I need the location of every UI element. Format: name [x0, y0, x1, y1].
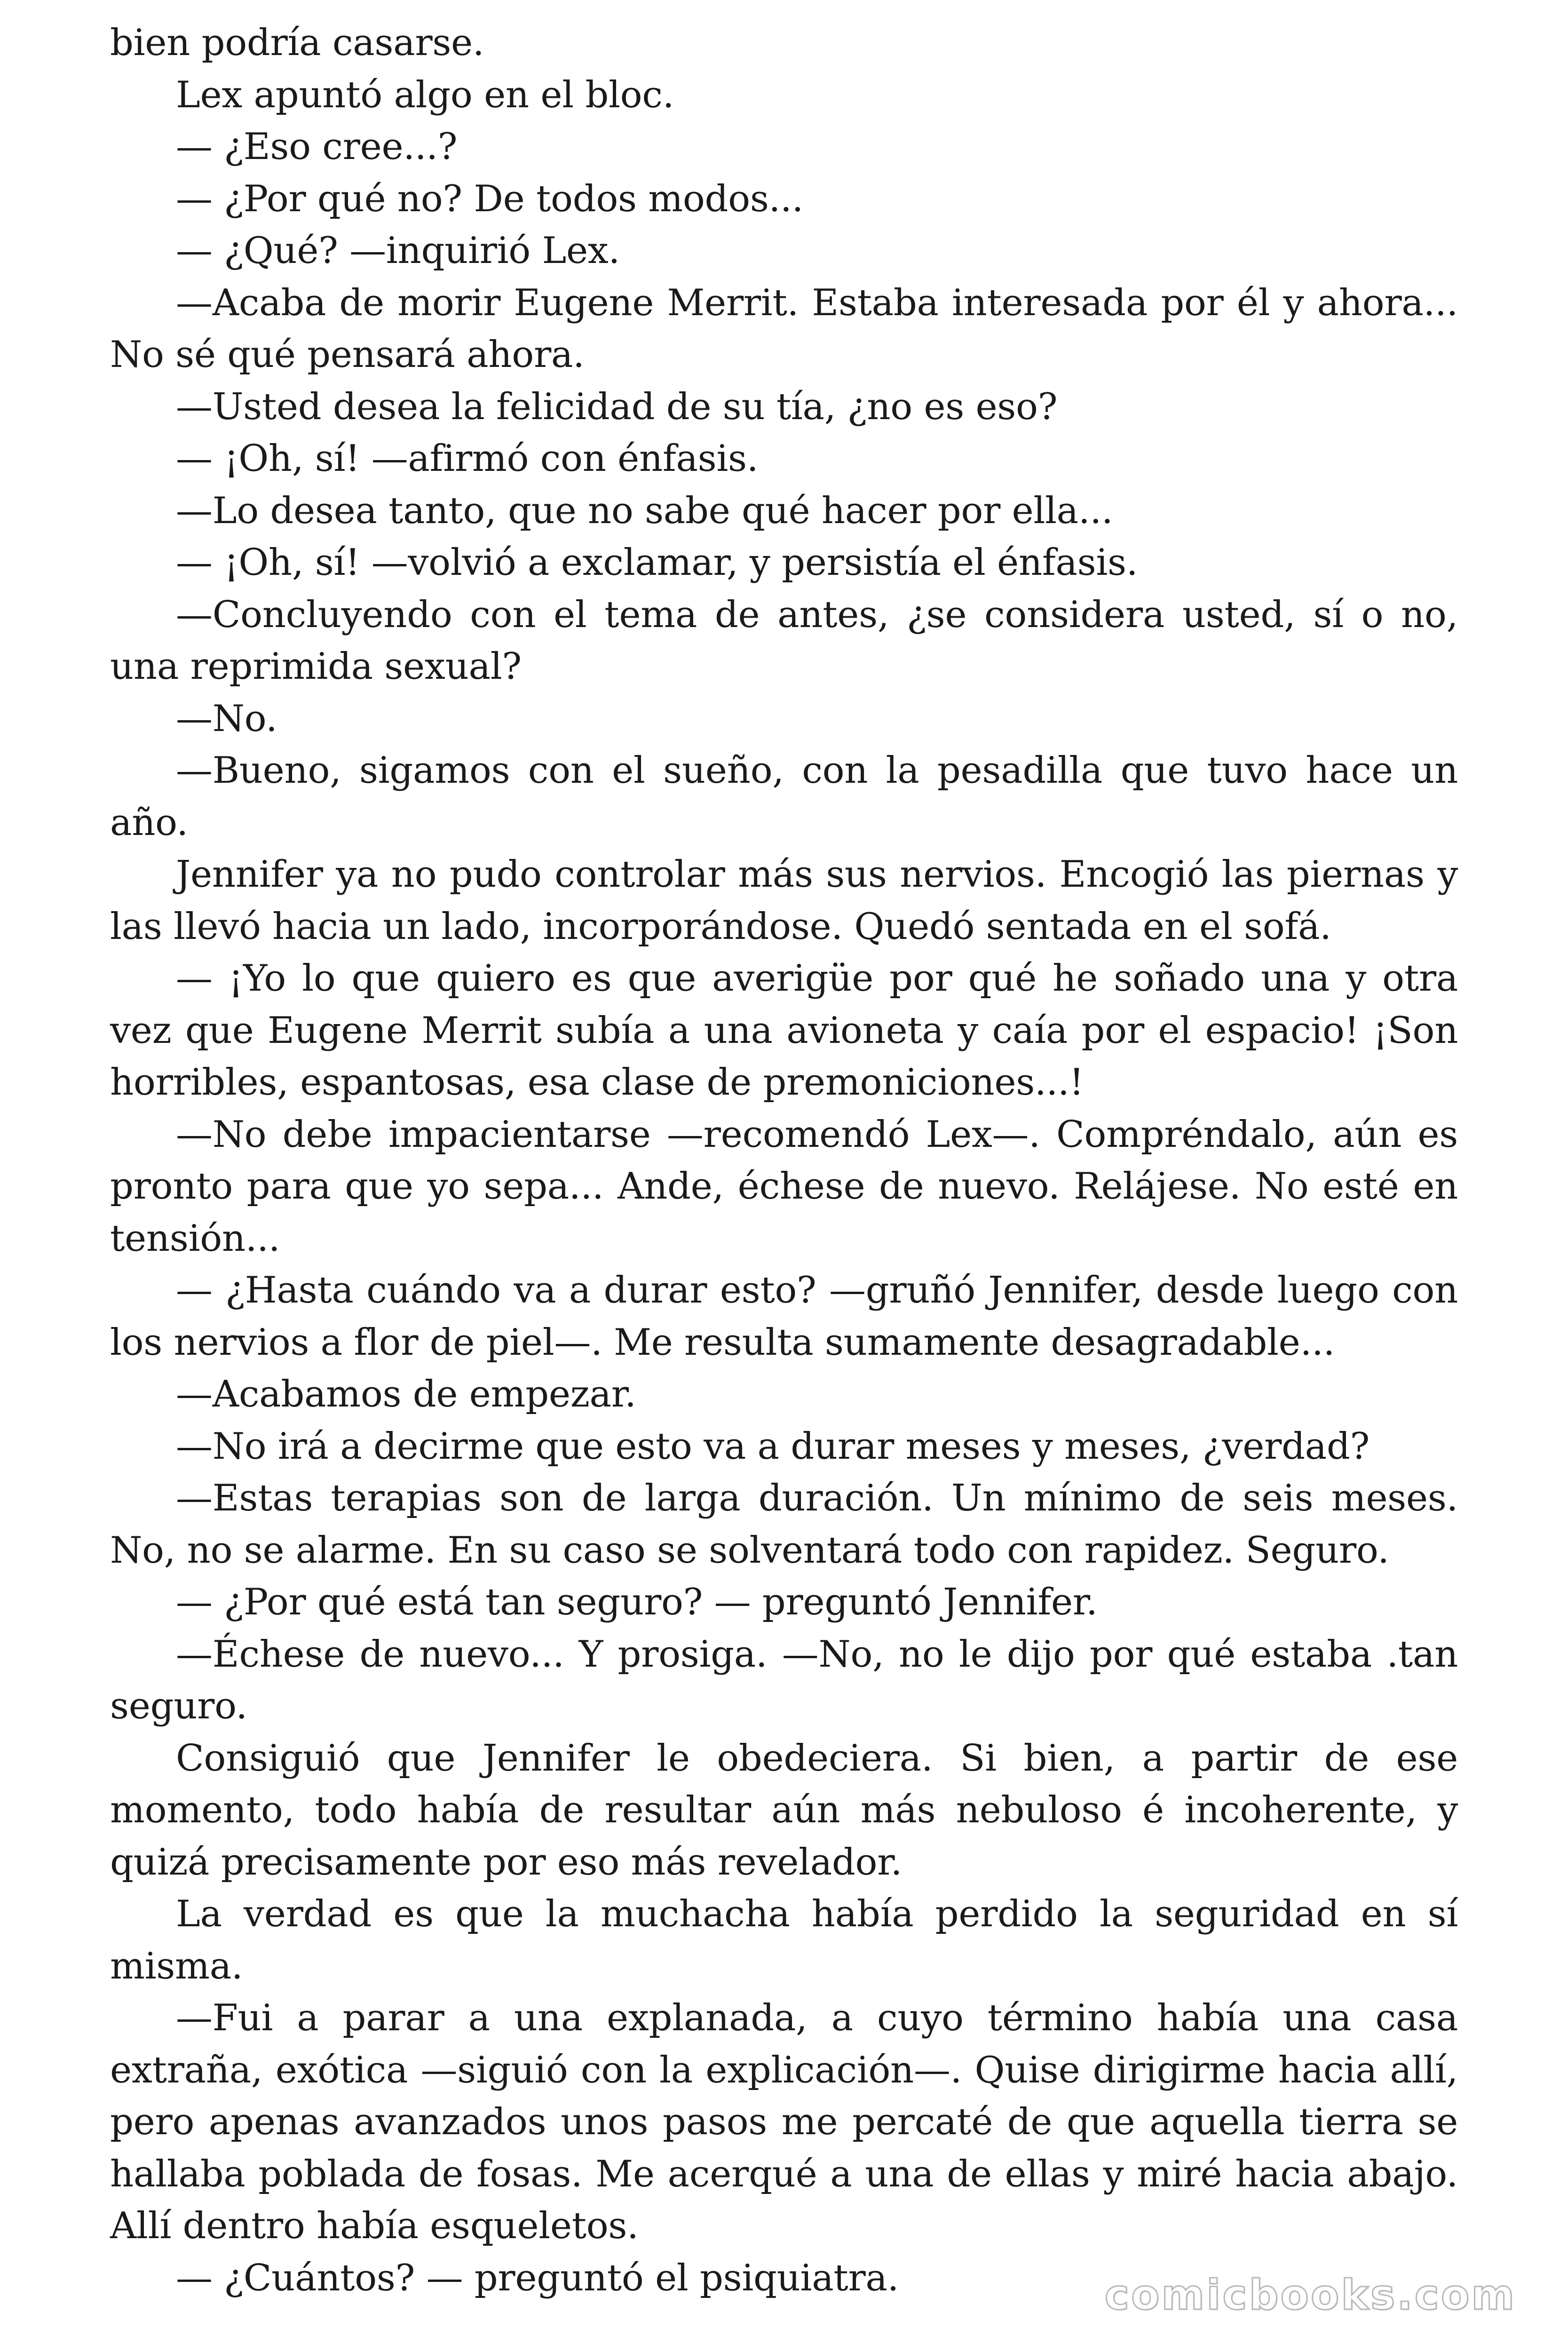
paragraph: —Acabamos de empezar.	[176, 1373, 636, 1415]
paragraph: — ¿Eso cree...?	[176, 126, 458, 168]
paragraph: — ¿Hasta cuándo va a durar esto? —gruñó Jennifer, desde luego con los nervios a flor de piel—. Me resulta sumamente desagradable...	[110, 1269, 1458, 1364]
paragraph: Jennifer ya no pudo controlar más sus nervios. Encogió las piernas y las llevó hacia un lado, incorporándose. Quedó sentada en el sofá.	[110, 853, 1458, 948]
paragraph: — ¿Por qué está tan seguro? — preguntó Jennifer.	[176, 1581, 1098, 1623]
paragraph: bien podría casarse.	[110, 22, 484, 64]
paragraph: —No.	[176, 697, 277, 740]
book-page-text	[110, 17, 1458, 2304]
paragraph: —No debe impacientarse —recomendó Lex—. Compréndalo, aún es pronto para que yo sepa... Ande, échese de nuevo. Relájese. No esté en tensión...	[110, 1113, 1458, 1260]
paragraph: —Usted desea la felicidad de su tía, ¿no es eso?	[176, 385, 1058, 428]
paragraph: — ¿Por qué no? De todos modos...	[176, 177, 804, 220]
paragraph: —Estas terapias son de larga duración. Un mínimo de seis meses. No, no se alarme. En su caso se solventará todo con rapidez. Seguro.	[110, 1477, 1458, 1572]
paragraph: —Échese de nuevo... Y prosiga. —No, no le dijo por qué estaba .tan seguro.	[110, 1633, 1458, 1727]
paragraph: — ¡Oh, sí! —afirmó con énfasis.	[176, 437, 759, 480]
paragraph: —Lo desea tanto, que no sabe qué hacer por ella...	[176, 489, 1113, 532]
paragraph: — ¡Oh, sí! —volvió a exclamar, y persistía el énfasis.	[176, 541, 1138, 584]
paragraph: — ¡Yo lo que quiero es que averigüe por qué he soñado una y otra vez que Eugene Merrit subía a una avioneta y caía por el espacio! ¡Son horribles, espantosas, esa clase de premoniciones...!	[110, 957, 1458, 1104]
paragraph: —Fui a parar a una explanada, a cuyo término había una casa extraña, exótica —siguió con la explicación—. Quise dirigirme hacia allí, pero apenas avanzados unos pasos me percaté de que aquella tierra se hallaba poblada de fosas. Me acerqué a una de ellas y miré hacia abajo. Allí dentro había esqueletos.	[110, 1997, 1458, 2247]
paragraph: — ¿Qué? —inquirió Lex.	[176, 230, 620, 272]
paragraph: — ¿Cuántos? — preguntó el psiquiatra.	[176, 2257, 899, 2299]
paragraph: Lex apuntó algo en el bloc.	[176, 73, 674, 116]
paragraph: —Concluyendo con el tema de antes, ¿se considera usted, sí o no, una reprimida sexual?	[110, 593, 1458, 688]
watermark-text: comicbooks.com	[1104, 2271, 1516, 2319]
paragraph: —No irá a decirme que esto va a durar meses y meses, ¿verdad?	[176, 1425, 1370, 1468]
paragraph: —Bueno, sigamos con el sueño, con la pesadilla que tuvo hace un año.	[110, 749, 1458, 844]
paragraph: La verdad es que la muchacha había perdido la seguridad en sí misma.	[110, 1893, 1458, 1987]
paragraph: —Acaba de morir Eugene Merrit. Estaba interesada por él y ahora... No sé qué pensará ahora.	[110, 281, 1458, 376]
paragraph: Consiguió que Jennifer le obedeciera. Si bien, a partir de ese momento, todo había de resultar aún más nebuloso é incoherente, y quizá precisamente por eso más revelador.	[110, 1737, 1458, 1883]
